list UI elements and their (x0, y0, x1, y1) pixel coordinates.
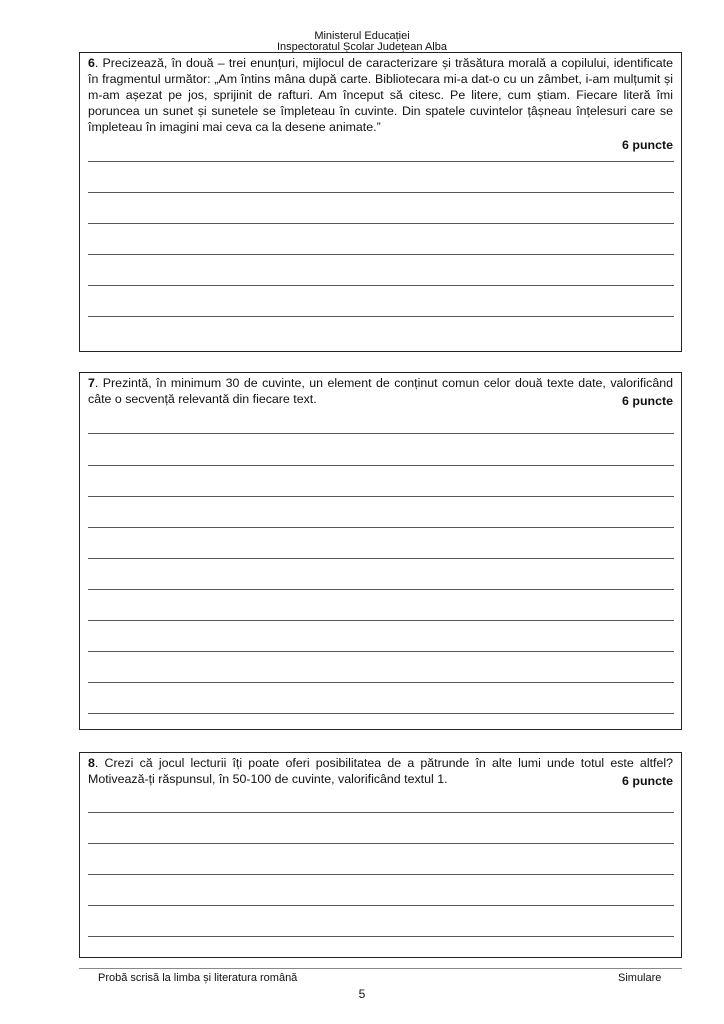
answer-line[interactable] (88, 527, 674, 528)
question-7-text: 7. Prezintă, în minimum 30 de cuvinte, un element de conținut comun celor două texte date, valorificând câte o secvență relevantă din fiecare text. (88, 376, 673, 406)
question-8-points: 6 puncte (622, 774, 673, 788)
question-6-box (79, 52, 682, 352)
answer-line[interactable] (88, 651, 674, 652)
answer-line[interactable] (88, 843, 674, 844)
question-6-text: 6. Precizează, în două – trei enunțuri, mijlocul de caracterizare și trăsătura morală a copilului, identificate în fragmentul următor: „Am întins mâna după carte. Bibliotecara mi-a dat-o cu un zâmbet, i-am mulțumit și m-am așezat pe jos, sprijinit de rafturi. Am început să citesc. Pe litere, cum știam. Fiecare literă îmi poruncea un sunet și sunetele se împleteau în cuvinte. Din spatele cuvintelor țâșneau înțelesuri care se împleteau în imagini mai ceva ca la desene animate.” (88, 56, 673, 134)
answer-line[interactable] (88, 905, 674, 906)
question-6-points: 6 puncte (622, 138, 673, 152)
answer-line[interactable] (88, 620, 674, 621)
question-7-points: 6 puncte (622, 394, 673, 408)
header-ministry: Ministerul Educației (314, 30, 410, 42)
question-8-box (79, 752, 682, 958)
question-8-text: 8. Crezi că jocul lecturii îți poate oferi posibilitatea de a pătrunde în alte lumi unde totul este altfel? Motivează-ți răspunsul, în 50-100 de cuvinte, valorificând textul 1. (88, 756, 673, 786)
answer-line[interactable] (88, 713, 674, 714)
answer-line[interactable] (88, 936, 674, 937)
question-7-number: 7 (88, 376, 95, 390)
answer-line[interactable] (88, 223, 674, 224)
answer-line[interactable] (88, 433, 674, 434)
answer-line[interactable] (88, 812, 674, 813)
answer-line[interactable] (88, 682, 674, 683)
footer-exam-title: Probă scrisă la limba și literatura română (98, 972, 298, 984)
question-8-number: 8 (88, 756, 95, 770)
answer-line[interactable] (88, 465, 674, 466)
footer-divider (79, 968, 682, 969)
answer-line[interactable] (88, 589, 674, 590)
header-inspectorate: Inspectoratul Școlar Județean Alba (276, 41, 447, 53)
answer-line[interactable] (88, 496, 674, 497)
answer-line[interactable] (88, 161, 674, 162)
answer-line[interactable] (88, 254, 674, 255)
question-6-number: 6 (88, 56, 95, 70)
answer-line[interactable] (88, 285, 674, 286)
answer-line[interactable] (88, 316, 674, 317)
answer-line[interactable] (88, 558, 674, 559)
answer-line[interactable] (88, 874, 674, 875)
answer-line[interactable] (88, 192, 674, 193)
page-number: 5 (358, 987, 366, 1001)
footer-label: Simulare (618, 972, 662, 984)
question-7-box (79, 372, 682, 730)
